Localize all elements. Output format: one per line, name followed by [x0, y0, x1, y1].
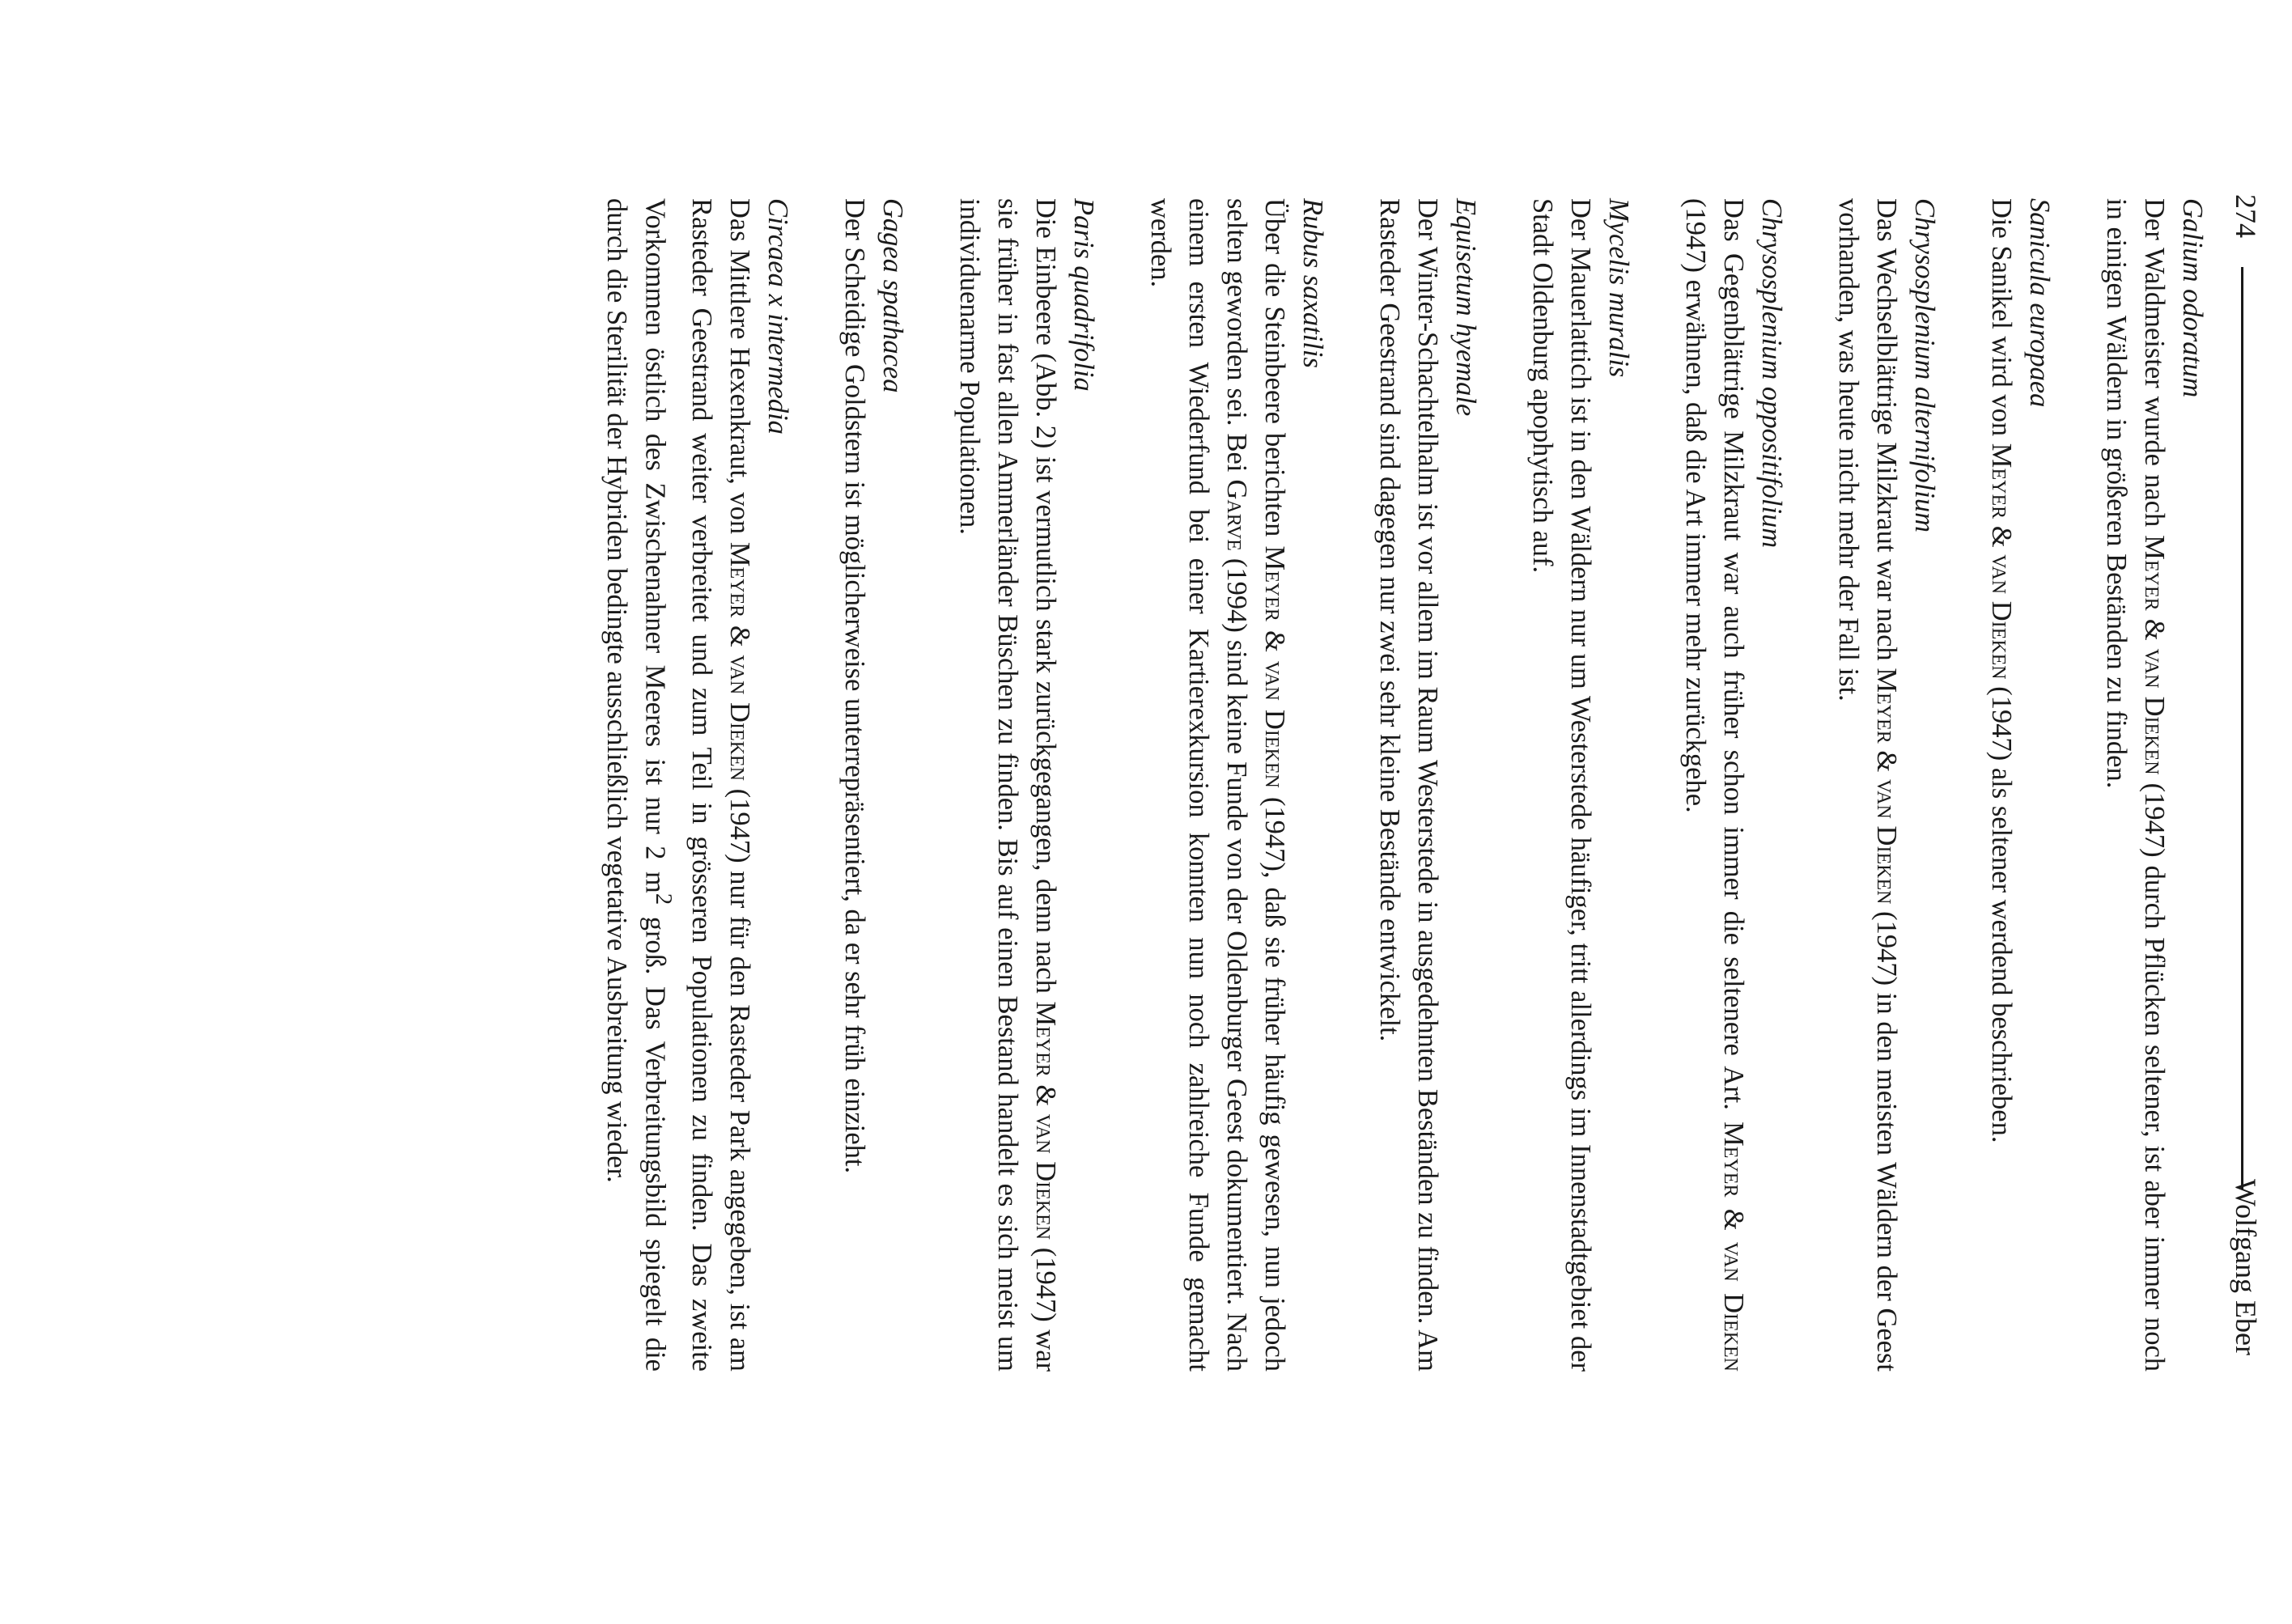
- species-name: Chrysosplenium alternifolium: [1909, 198, 1940, 533]
- species-name: Mycelis muralis: [1603, 198, 1634, 378]
- species-entry: [1676, 198, 1790, 1372]
- species-entry: [1523, 198, 1637, 1372]
- text-run: (1947), daß sie früher häufig gewesen, nun jedoch selten geworden sei. Bei: [1221, 198, 1290, 1372]
- text-run: Das Gegenblättrige Milzkraut war auch früher schon immer die seltenere Art.: [1718, 198, 1749, 1122]
- species-entry: [2097, 198, 2211, 1372]
- text-run: Der Scheidige Goldstern ist möglicherweise unterrepräsentiert, da er sehr früh einzieht.: [839, 198, 870, 1174]
- species-description: [1370, 198, 1446, 1372]
- author-citation: Meyer & van Dieken: [1259, 545, 1290, 788]
- species-description: [1829, 198, 1905, 1372]
- author-citation: Meyer & van Dieken: [1718, 1122, 1749, 1372]
- author-citation: Meyer & van Dieken: [724, 541, 755, 781]
- superscript: 2: [651, 893, 677, 905]
- species-name: Circaea x intermedia: [762, 198, 793, 435]
- author-citation: Garve: [1221, 479, 1252, 551]
- text-run: Das Wechselblättrige Milzkraut war nach: [1871, 198, 1902, 668]
- author-citation: Meyer & van Dieken: [1871, 668, 1902, 905]
- text-run: groß. Das Verbreitungsbild spiegelt die durch die Sterilität der Hybriden bedingte ausschließlich vegetative Ausbreitung wieder.: [601, 198, 671, 1372]
- author-citation: Meyer & van Dieken: [2139, 535, 2170, 775]
- text-run: Der Winter-Schachtelhalm ist vor allem im Raum Westerstede in ausgedehnten Beständen zu finden. Am Rasteder Geestrand sind dagegen nur zwei sehr kleine Bestände entwickelt.: [1374, 198, 1443, 1372]
- species-entry: [1982, 198, 2058, 1372]
- species-description: [950, 198, 1064, 1372]
- text-run: (1947) nur für den Rasteder Park angegeben, ist am Rasteder Geestrand weiter verbreitet und zum Teil in grösseren Populationen zu finden. Das zweite Vorkommen östlich des Zwischenahner Meeres ist nur 2 m: [639, 198, 755, 1372]
- text-run: (1994) sind keine Funde von der Oldenburger Geest dokumentiert. Nach einem ersten Wiederfund bei einer Kartierexkursion konnten nun noch zahlreiche Funde gemacht werden.: [1145, 198, 1252, 1372]
- species-name: Gagea spathacea: [877, 198, 908, 393]
- header-rule: [2241, 267, 2243, 1189]
- text-run: Über die Steinbeere berichten: [1259, 198, 1290, 546]
- text-run: Die Einbeere (Abb. 2) ist vermutlich stark zurückgegangen, denn nach: [1030, 198, 1061, 1002]
- species-description: [598, 198, 759, 1372]
- running-header-author: Wolfgang Eber: [2230, 1178, 2262, 1355]
- species-entry: [598, 198, 797, 1372]
- page-number: 274: [2230, 194, 2262, 238]
- species-entry: [950, 198, 1102, 1372]
- running-header: [2223, 194, 2272, 1355]
- species-name: Rubus saxatilis: [1297, 198, 1328, 368]
- species-description: [1676, 198, 1752, 1372]
- species-entry: [1370, 198, 1484, 1372]
- species-name: Sanicula europaea: [2024, 198, 2055, 408]
- species-name: Equisetum hyemale: [1450, 198, 1481, 417]
- text-run: Das Mittlere Hexenkraut, von: [724, 198, 755, 542]
- species-description: [2097, 198, 2173, 1372]
- text-run: (1947) als seltener werdend beschrieben.: [1986, 679, 2017, 1143]
- author-citation: Meyer & van Dieken: [1986, 443, 2017, 680]
- species-description: [1523, 198, 1599, 1372]
- text-run: (1947) erwähnen, daß die Art immer mehr zurückgehe.: [1680, 198, 1711, 813]
- text-run: (1947) durch Pflücken seltener, ist aber immer noch in einigen Wäldern in größeren Beständen zu finden.: [2101, 198, 2170, 1372]
- species-entry: [835, 198, 911, 1372]
- text-run: Der Mauerlattich ist in den Wäldern nur um Westerstede häufiger, tritt allerdings im Innenstadtgebiet der Stadt Oldenburg apophytisch auf.: [1527, 198, 1596, 1372]
- species-name: Paris quadrifolia: [1068, 198, 1099, 392]
- text-run: (1947) in den meisten Wäldern der Geest vorhanden, was heute nicht mehr der Fall ist.: [1833, 198, 1902, 1372]
- author-citation: Meyer & van Dieken: [1030, 1001, 1061, 1240]
- species-name: Galium odoratum: [2177, 198, 2208, 398]
- text-run: (1947) war sie früher in fast allen Ammerländer Büschen zu finden. Bis auf einen Bestand handelt es sich meist um individuenarme Populationen.: [954, 198, 1061, 1372]
- species-description: [1982, 198, 2020, 1372]
- species-entry: [1141, 198, 1331, 1372]
- species-name: Chrysosplenium oppositifolium: [1756, 198, 1787, 549]
- species-entry: [1829, 198, 1943, 1372]
- species-description: [1141, 198, 1293, 1372]
- text-run: Die Sanikel wird von: [1986, 198, 2017, 443]
- page-body: [559, 198, 2212, 1372]
- text-run: Der Waldmeister wurde nach: [2139, 198, 2170, 536]
- species-description: [835, 198, 873, 1372]
